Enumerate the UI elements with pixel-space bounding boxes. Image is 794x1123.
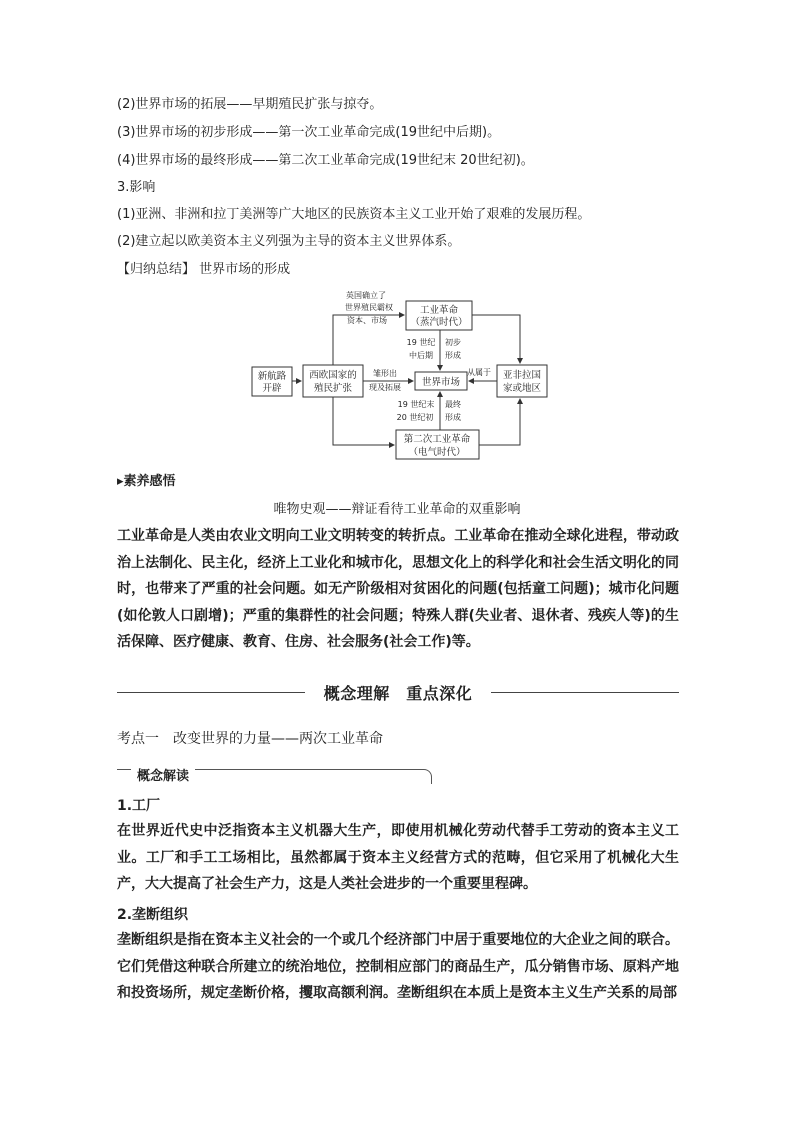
item-body-factory: 在世界近代史中泛指资本主义机器大生产，即使用机械化劳动代替手工劳动的资本主义工业。工厂和手工工场相比，虽然都属于资本主义经营方式的范畴，但它采用了机械化大生产，大大提高了社会生产力，这是人类社会进步的一个重要里程碑。 xyxy=(117,823,679,893)
label-subordinate: 从属于 xyxy=(467,368,491,377)
item-title-factory: 1.工厂 xyxy=(117,798,161,814)
box-industrial-1-line2: （蒸汽时代） xyxy=(410,317,468,328)
concept-label: 概念解读 xyxy=(131,765,195,784)
section-heading: 概念理解 重点深化 xyxy=(323,684,473,703)
label-upper-right-line1: 初步 xyxy=(445,338,461,347)
box-world-market-label: 世界市场 xyxy=(421,377,461,388)
topic-title: 考点一 改变世界的力量——两次工业革命 xyxy=(117,731,383,747)
box-industrial-1-line1: 工业革命 xyxy=(419,305,459,316)
box-industrial-2-line1: 第二次工业革命 xyxy=(403,434,471,445)
label-top-line1: 英国确立了 xyxy=(346,291,386,300)
label-top-line2: 世界殖民霸权 xyxy=(345,303,393,312)
text-line: (2)世界市场的拓展——早期殖民扩张与掠夺。 xyxy=(117,97,383,112)
text-line: (1)亚洲、非洲和拉丁美洲等广大地区的民族资本主义工业开始了艰难的发展历程。 xyxy=(117,207,591,222)
concept-label-box xyxy=(117,765,433,785)
arrow-ind1-to-asia xyxy=(472,315,520,363)
literacy-paragraph: 工业革命是人类由农业文明向工业文明转变的转折点。工业革命在推动全球化进程，带动政治上法制化、民主化，经济上工业化和城市化，思想文化上的科学化和社会生活文明化的同时，也带来了严重的社会问题。如无产阶级相对贫困化的问题(包括童工问题)；城市化问题(如伦敦人口剧增)；严重的集群性的社会问题；特殊人群(失业者、退休者、残疾人等)的生活保障、医疗健康、教育、住房、社会服务(社会工作)等。 xyxy=(117,528,679,651)
concept-tick xyxy=(117,769,127,770)
item-body-monopoly: 垄断组织是指在资本主义社会的一个或几个经济部门中居于重要地位的大企业之间的联合。它们凭借这种联合所建立的统治地位，控制相应部门的商品生产，瓜分销售市场、原料产地和投资场所，规定垄断价格，攫取高额利润。垄断组织在本质上是资本主义生产关系的局部 xyxy=(117,932,679,1002)
text-line: (3)世界市场的初步形成——第一次工业革命完成(19世纪中后期)。 xyxy=(117,125,501,140)
label-upper-right-line2: 形成 xyxy=(445,351,461,360)
arrow-west-to-ind2 xyxy=(333,397,394,445)
label-upper-left-line2: 中后期 xyxy=(409,351,433,360)
label-lower-right-line2: 形成 xyxy=(445,413,461,422)
box-west-europe-line1: 西欧国家的 xyxy=(309,370,357,381)
literacy-header: ▸素养感悟 xyxy=(117,474,176,489)
label-middle-line2: 现及拓展 xyxy=(369,383,401,392)
box-west-europe-line2: 殖民扩张 xyxy=(313,383,353,394)
box-industrial-2-line2: （电气时代） xyxy=(408,447,466,458)
section-label: 3.影响 xyxy=(117,180,156,195)
box-asia-africa-line2: 家或地区 xyxy=(502,383,542,394)
world-market-diagram xyxy=(246,286,554,464)
text-line: (2)建立起以欧美资本主义列强为主导的资本主义世界体系。 xyxy=(117,234,461,249)
label-top-line3: 资本、市场 xyxy=(347,316,387,325)
label-upper-left-line1: 19 世纪 xyxy=(406,338,436,347)
heading-rule-right xyxy=(491,692,679,693)
box-asia-africa-line1: 亚非拉国 xyxy=(502,370,542,381)
text-line: (4)世界市场的最终形成——第二次工业革命完成(19世纪末 20世纪初)。 xyxy=(117,153,534,168)
label-lower-left-line2: 20 世纪初 xyxy=(396,413,434,422)
box-new-route-line1: 新航路 xyxy=(257,371,287,382)
item-title-monopoly: 2.垄断组织 xyxy=(117,907,189,923)
arrow-ind2-to-asia xyxy=(479,399,520,445)
label-lower-right-line1: 最终 xyxy=(445,400,461,409)
label-lower-left-line1: 19 世纪末 xyxy=(397,400,435,409)
section-heading-bar xyxy=(117,680,679,704)
summary-heading: 【归纳总结】 世界市场的形成 xyxy=(117,262,291,277)
label-middle-line1: 雏形出 xyxy=(373,369,397,378)
box-new-route-line2: 开辟 xyxy=(262,383,282,394)
literacy-subtitle: 唯物史观——辩证看待工业革命的双重影响 xyxy=(273,502,521,517)
